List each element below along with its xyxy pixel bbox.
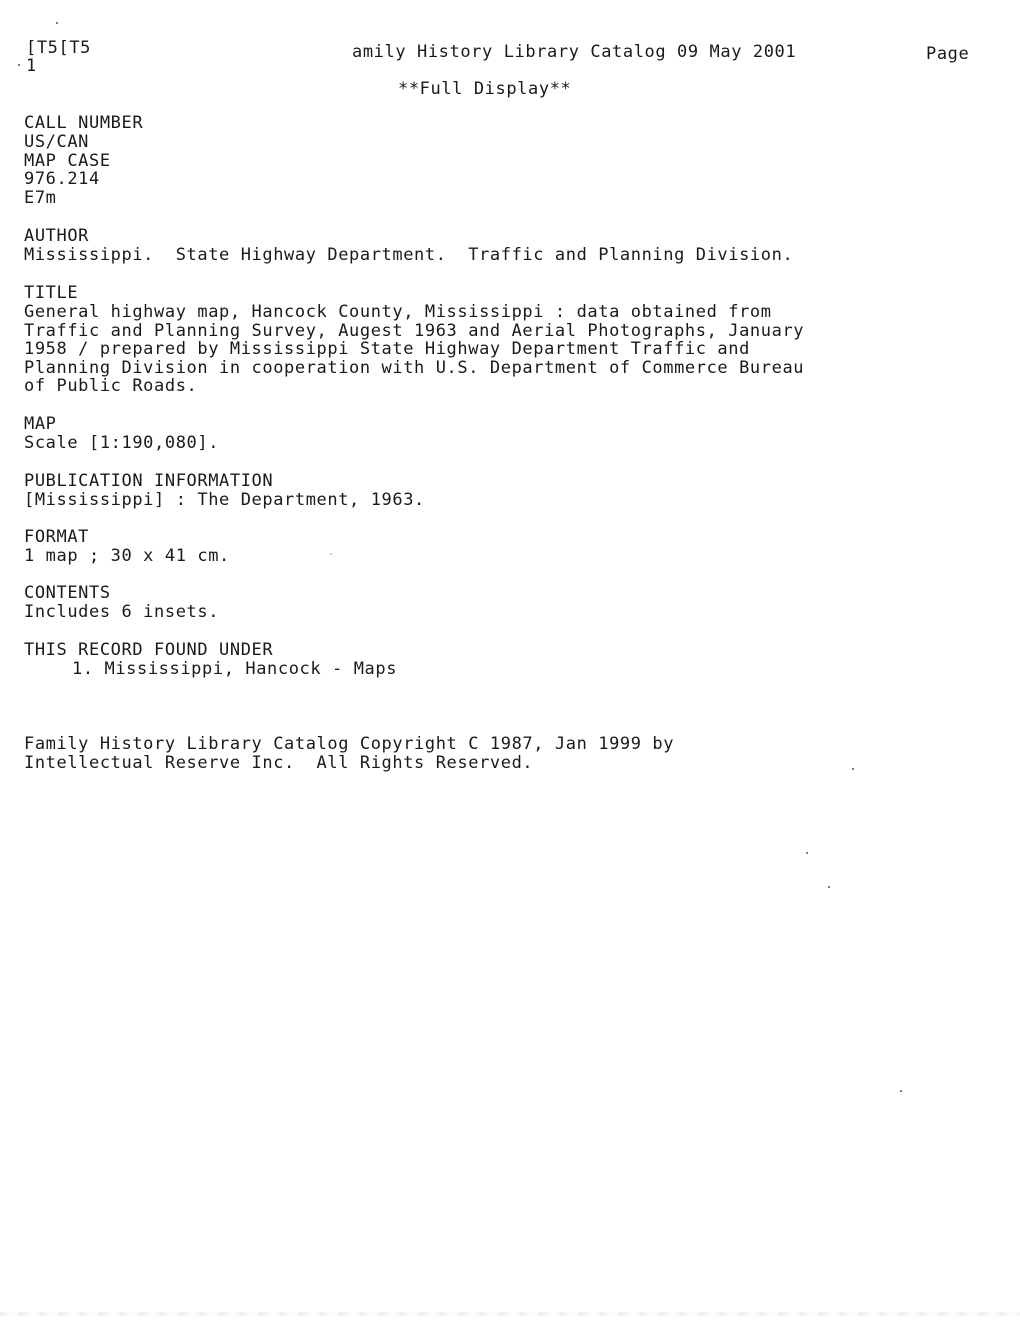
title-label: TITLE <box>24 283 79 303</box>
scan-edge-noise <box>0 1312 1020 1316</box>
header-title: amily History Library Catalog 09 May 2001 <box>352 42 797 62</box>
found-under-label: THIS RECORD FOUND UNDER <box>24 640 274 660</box>
author-label: AUTHOR <box>24 226 90 246</box>
call-number-line: US/CAN <box>24 132 90 152</box>
contents-section <box>24 584 219 622</box>
scan-speck <box>806 852 808 854</box>
title-line: General highway map, Hancock County, Mississippi : data obtained from <box>24 302 772 322</box>
copyright-line: Family History Library Catalog Copyright C 1987, Jan 1999 by <box>24 734 675 754</box>
scan-speck <box>18 64 20 66</box>
title-line: Traffic and Planning Survey, Augest 1963 and Aerial Photographs, January <box>24 320 805 341</box>
format-section <box>24 528 230 566</box>
header-left-line2: 1 <box>26 56 37 76</box>
author-section <box>24 227 793 265</box>
found-under-section <box>24 641 397 679</box>
scan-speck <box>330 553 332 555</box>
scan-speck <box>56 22 58 24</box>
subject-heading-item: 1. Mississippi, Hancock - Maps <box>72 659 398 679</box>
title-line: of Public Roads. <box>24 376 198 397</box>
title-line: 1958 / prepared by Mississippi State Highway Department Traffic and <box>24 339 750 360</box>
contents-label: CONTENTS <box>24 583 111 603</box>
map-scale: Scale [1:190,080]. <box>24 433 220 453</box>
copyright-line: Intellectual Reserve Inc. All Rights Reserved. <box>24 752 534 773</box>
call-number-line: MAP CASE <box>24 150 111 171</box>
display-mode: **Full Display** <box>398 79 572 99</box>
format-label: FORMAT <box>24 527 90 547</box>
call-number-line: 976.214 <box>24 169 100 190</box>
publication-label: PUBLICATION INFORMATION <box>24 471 274 491</box>
call-number-line: E7m <box>24 187 57 208</box>
contents-value: Includes 6 insets. <box>24 602 220 622</box>
scan-speck <box>828 886 830 888</box>
author-value: Mississippi. State Highway Department. Traffic and Planning Division. <box>24 245 794 265</box>
map-section <box>24 415 219 453</box>
scan-speck <box>852 768 854 770</box>
title-section <box>24 284 804 396</box>
copyright-footer <box>24 735 674 772</box>
header-page-label: Page <box>926 44 970 64</box>
format-value: 1 map ; 30 x 41 cm. <box>24 546 230 566</box>
scan-speck <box>900 1090 902 1092</box>
call-number-section <box>24 114 143 207</box>
call-number-label: CALL NUMBER <box>24 113 144 133</box>
publication-value: [Mississippi] : The Department, 1963. <box>24 490 425 510</box>
header-left-code: [T5[T5 <box>26 38 92 58</box>
publication-section <box>24 472 425 510</box>
map-label: MAP <box>24 414 57 434</box>
title-line: Planning Division in cooperation with U.S. Department of Commerce Bureau <box>24 357 805 378</box>
